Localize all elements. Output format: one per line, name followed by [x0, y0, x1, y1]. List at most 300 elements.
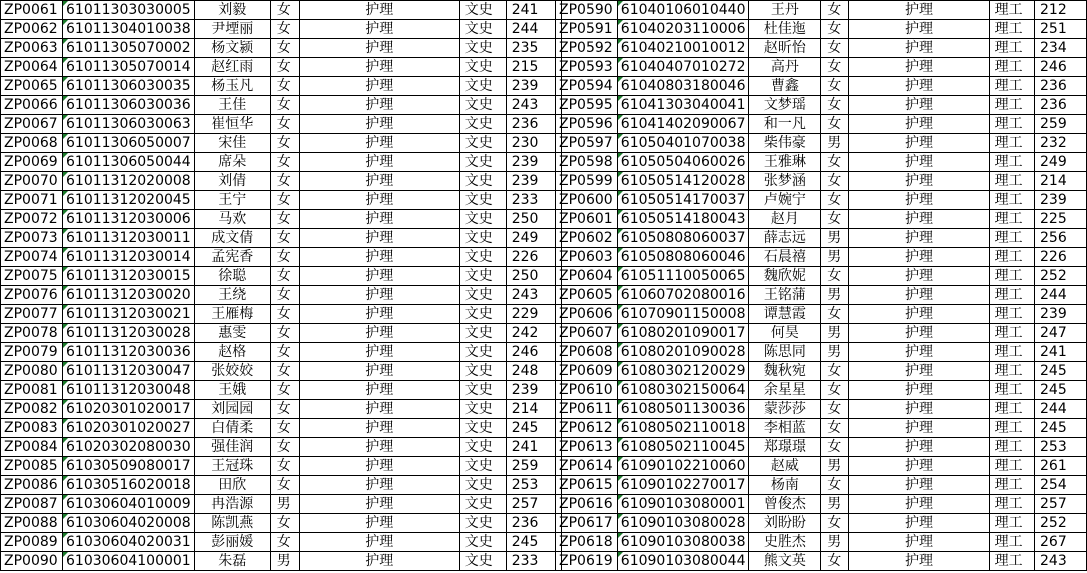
major-cell[interactable]: 护理 — [299, 210, 459, 229]
name-cell[interactable]: 赵红雨 — [194, 58, 270, 77]
score-cell[interactable]: 226 — [506, 248, 561, 267]
category-cell[interactable]: 理工 — [989, 514, 1034, 533]
exam-number-cell[interactable]: 61050808060037 — [617, 229, 749, 248]
major-cell[interactable]: 护理 — [849, 286, 989, 305]
name-cell[interactable]: 强佳润 — [194, 438, 270, 457]
category-cell[interactable]: 理工 — [989, 267, 1034, 286]
record-id-cell[interactable]: ZP0075 — [1, 267, 63, 286]
record-id-cell[interactable]: ZP0608 — [556, 343, 618, 362]
name-cell[interactable]: 惠雯 — [194, 324, 270, 343]
name-cell[interactable]: 朱磊 — [194, 552, 270, 571]
name-cell[interactable]: 王铭蒲 — [749, 286, 821, 305]
gender-cell[interactable]: 女 — [270, 58, 299, 77]
major-cell[interactable]: 护理 — [299, 419, 459, 438]
record-id-cell[interactable]: ZP0598 — [556, 153, 618, 172]
category-cell[interactable]: 文史 — [459, 1, 506, 20]
gender-cell[interactable]: 男 — [821, 134, 849, 153]
gender-cell[interactable]: 女 — [821, 58, 849, 77]
name-cell[interactable]: 谭慧霞 — [749, 305, 821, 324]
score-cell[interactable]: 246 — [506, 343, 561, 362]
major-cell[interactable]: 护理 — [299, 153, 459, 172]
gender-cell[interactable]: 女 — [270, 400, 299, 419]
category-cell[interactable]: 理工 — [989, 191, 1034, 210]
category-cell[interactable]: 理工 — [989, 96, 1034, 115]
category-cell[interactable]: 理工 — [989, 324, 1034, 343]
score-cell[interactable]: 236 — [506, 115, 561, 134]
name-cell[interactable]: 陈思同 — [749, 343, 821, 362]
category-cell[interactable]: 文史 — [459, 476, 506, 495]
category-cell[interactable]: 理工 — [989, 39, 1034, 58]
exam-number-cell[interactable]: 61011312030028 — [63, 324, 195, 343]
category-cell[interactable]: 文史 — [459, 115, 506, 134]
gender-cell[interactable]: 女 — [270, 514, 299, 533]
gender-cell[interactable]: 女 — [270, 229, 299, 248]
category-cell[interactable]: 理工 — [989, 305, 1034, 324]
exam-number-cell[interactable]: 61030516020018 — [63, 476, 195, 495]
category-cell[interactable]: 理工 — [989, 229, 1034, 248]
exam-number-cell[interactable]: 61020301020017 — [63, 400, 195, 419]
record-id-cell[interactable]: ZP0074 — [1, 248, 63, 267]
exam-number-cell[interactable]: 61050514170037 — [617, 191, 749, 210]
category-cell[interactable]: 文史 — [459, 305, 506, 324]
exam-number-cell[interactable]: 61011312030020 — [63, 286, 195, 305]
major-cell[interactable]: 护理 — [849, 362, 989, 381]
category-cell[interactable]: 文史 — [459, 267, 506, 286]
name-cell[interactable]: 尹堙丽 — [194, 20, 270, 39]
category-cell[interactable]: 文史 — [459, 96, 506, 115]
name-cell[interactable]: 王娥 — [194, 381, 270, 400]
score-cell[interactable]: 245 — [506, 533, 561, 552]
gender-cell[interactable]: 男 — [270, 552, 299, 571]
major-cell[interactable]: 护理 — [299, 438, 459, 457]
score-cell[interactable]: 244 — [1035, 286, 1087, 305]
record-id-cell[interactable]: ZP0605 — [556, 286, 618, 305]
record-id-cell[interactable]: ZP0600 — [556, 191, 618, 210]
category-cell[interactable]: 理工 — [989, 457, 1034, 476]
major-cell[interactable]: 护理 — [849, 438, 989, 457]
score-cell[interactable]: 236 — [1035, 77, 1087, 96]
score-cell[interactable]: 247 — [1035, 324, 1087, 343]
exam-number-cell[interactable]: 61011305070002 — [63, 39, 195, 58]
name-cell[interactable]: 赵威 — [749, 457, 821, 476]
major-cell[interactable]: 护理 — [299, 533, 459, 552]
name-cell[interactable]: 田欣 — [194, 476, 270, 495]
record-id-cell[interactable]: ZP0599 — [556, 172, 618, 191]
category-cell[interactable]: 理工 — [989, 476, 1034, 495]
major-cell[interactable]: 护理 — [849, 381, 989, 400]
gender-cell[interactable]: 女 — [270, 115, 299, 134]
exam-number-cell[interactable]: 61011312020045 — [63, 191, 195, 210]
exam-number-cell[interactable]: 61080302120029 — [617, 362, 749, 381]
record-id-cell[interactable]: ZP0612 — [556, 419, 618, 438]
name-cell[interactable]: 张姣姣 — [194, 362, 270, 381]
category-cell[interactable]: 文史 — [459, 514, 506, 533]
exam-number-cell[interactable]: 61040407010272 — [617, 58, 749, 77]
exam-number-cell[interactable]: 61040106010440 — [617, 1, 749, 20]
major-cell[interactable]: 护理 — [849, 514, 989, 533]
name-cell[interactable]: 郑璟璟 — [749, 438, 821, 457]
gender-cell[interactable]: 女 — [821, 210, 849, 229]
record-id-cell[interactable]: ZP0067 — [1, 115, 63, 134]
name-cell[interactable]: 赵月 — [749, 210, 821, 229]
category-cell[interactable]: 文史 — [459, 400, 506, 419]
category-cell[interactable]: 文史 — [459, 343, 506, 362]
gender-cell[interactable]: 女 — [270, 305, 299, 324]
category-cell[interactable]: 理工 — [989, 286, 1034, 305]
gender-cell[interactable]: 男 — [270, 495, 299, 514]
exam-number-cell[interactable]: 61011306030035 — [63, 77, 195, 96]
category-cell[interactable]: 理工 — [989, 58, 1034, 77]
major-cell[interactable]: 护理 — [299, 77, 459, 96]
score-cell[interactable]: 259 — [506, 457, 561, 476]
exam-number-cell[interactable]: 61090103080044 — [617, 552, 749, 571]
category-cell[interactable]: 文史 — [459, 381, 506, 400]
score-cell[interactable]: 253 — [506, 476, 561, 495]
score-cell[interactable]: 267 — [1035, 533, 1087, 552]
exam-number-cell[interactable]: 61011306050007 — [63, 134, 195, 153]
major-cell[interactable]: 护理 — [299, 514, 459, 533]
major-cell[interactable]: 护理 — [849, 248, 989, 267]
exam-number-cell[interactable]: 61041303040041 — [617, 96, 749, 115]
exam-number-cell[interactable]: 61090103080038 — [617, 533, 749, 552]
gender-cell[interactable]: 男 — [821, 286, 849, 305]
major-cell[interactable]: 护理 — [849, 419, 989, 438]
name-cell[interactable]: 徐聪 — [194, 267, 270, 286]
record-id-cell[interactable]: ZP0593 — [556, 58, 618, 77]
score-cell[interactable]: 259 — [1035, 115, 1087, 134]
record-id-cell[interactable]: ZP0610 — [556, 381, 618, 400]
record-id-cell[interactable]: ZP0063 — [1, 39, 63, 58]
name-cell[interactable]: 高丹 — [749, 58, 821, 77]
score-cell[interactable]: 250 — [506, 267, 561, 286]
exam-number-cell[interactable]: 61080502110045 — [617, 438, 749, 457]
score-cell[interactable]: 243 — [506, 286, 561, 305]
exam-number-cell[interactable]: 61040803180046 — [617, 77, 749, 96]
exam-number-cell[interactable]: 61011312030011 — [63, 229, 195, 248]
score-cell[interactable]: 239 — [506, 77, 561, 96]
score-cell[interactable]: 212 — [1035, 1, 1087, 20]
record-id-cell[interactable]: ZP0065 — [1, 77, 63, 96]
category-cell[interactable]: 文史 — [459, 77, 506, 96]
name-cell[interactable]: 余星星 — [749, 381, 821, 400]
name-cell[interactable]: 孟宪香 — [194, 248, 270, 267]
gender-cell[interactable]: 女 — [821, 362, 849, 381]
exam-number-cell[interactable]: 61011306050044 — [63, 153, 195, 172]
major-cell[interactable]: 护理 — [299, 248, 459, 267]
category-cell[interactable]: 文史 — [459, 210, 506, 229]
gender-cell[interactable]: 女 — [270, 324, 299, 343]
category-cell[interactable]: 文史 — [459, 172, 506, 191]
name-cell[interactable]: 冉浩源 — [194, 495, 270, 514]
score-cell[interactable]: 239 — [1035, 191, 1087, 210]
major-cell[interactable]: 护理 — [849, 552, 989, 571]
gender-cell[interactable]: 女 — [821, 1, 849, 20]
record-id-cell[interactable]: ZP0614 — [556, 457, 618, 476]
name-cell[interactable]: 王宁 — [194, 191, 270, 210]
record-id-cell[interactable]: ZP0090 — [1, 552, 63, 571]
gender-cell[interactable]: 女 — [270, 267, 299, 286]
record-id-cell[interactable]: ZP0617 — [556, 514, 618, 533]
score-cell[interactable]: 229 — [506, 305, 561, 324]
score-cell[interactable]: 236 — [1035, 96, 1087, 115]
gender-cell[interactable]: 女 — [270, 248, 299, 267]
record-id-cell[interactable]: ZP0602 — [556, 229, 618, 248]
score-cell[interactable]: 261 — [1035, 457, 1087, 476]
record-id-cell[interactable]: ZP0076 — [1, 286, 63, 305]
category-cell[interactable]: 理工 — [989, 400, 1034, 419]
exam-number-cell[interactable]: 61011304010038 — [63, 20, 195, 39]
record-id-cell[interactable]: ZP0066 — [1, 96, 63, 115]
major-cell[interactable]: 护理 — [849, 39, 989, 58]
gender-cell[interactable]: 女 — [270, 419, 299, 438]
gender-cell[interactable]: 女 — [821, 438, 849, 457]
name-cell[interactable]: 赵昕怡 — [749, 39, 821, 58]
category-cell[interactable]: 理工 — [989, 438, 1034, 457]
exam-number-cell[interactable]: 61030604100001 — [63, 552, 195, 571]
major-cell[interactable]: 护理 — [849, 533, 989, 552]
gender-cell[interactable]: 男 — [821, 229, 849, 248]
record-id-cell[interactable]: ZP0609 — [556, 362, 618, 381]
score-cell[interactable]: 254 — [1035, 476, 1087, 495]
name-cell[interactable]: 魏欣妮 — [749, 267, 821, 286]
name-cell[interactable]: 石晨禧 — [749, 248, 821, 267]
category-cell[interactable]: 文史 — [459, 58, 506, 77]
major-cell[interactable]: 护理 — [299, 58, 459, 77]
name-cell[interactable]: 何昊 — [749, 324, 821, 343]
score-cell[interactable]: 251 — [1035, 20, 1087, 39]
category-cell[interactable]: 理工 — [989, 533, 1034, 552]
category-cell[interactable]: 文史 — [459, 362, 506, 381]
score-cell[interactable]: 245 — [506, 419, 561, 438]
score-cell[interactable]: 252 — [1035, 267, 1087, 286]
category-cell[interactable]: 理工 — [989, 20, 1034, 39]
category-cell[interactable]: 文史 — [459, 191, 506, 210]
gender-cell[interactable]: 女 — [270, 20, 299, 39]
record-id-cell[interactable]: ZP0615 — [556, 476, 618, 495]
exam-number-cell[interactable]: 61020302080030 — [63, 438, 195, 457]
score-cell[interactable]: 257 — [1035, 495, 1087, 514]
score-cell[interactable]: 239 — [506, 153, 561, 172]
name-cell[interactable]: 成文倩 — [194, 229, 270, 248]
major-cell[interactable]: 护理 — [299, 324, 459, 343]
record-id-cell[interactable]: ZP0073 — [1, 229, 63, 248]
record-id-cell[interactable]: ZP0072 — [1, 210, 63, 229]
gender-cell[interactable]: 女 — [270, 362, 299, 381]
exam-number-cell[interactable]: 61060702080016 — [617, 286, 749, 305]
category-cell[interactable]: 理工 — [989, 248, 1034, 267]
major-cell[interactable]: 护理 — [299, 305, 459, 324]
name-cell[interactable]: 王雁梅 — [194, 305, 270, 324]
gender-cell[interactable]: 女 — [821, 305, 849, 324]
major-cell[interactable]: 护理 — [849, 172, 989, 191]
exam-number-cell[interactable]: 61011312030036 — [63, 343, 195, 362]
category-cell[interactable]: 文史 — [459, 229, 506, 248]
record-id-cell[interactable]: ZP0085 — [1, 457, 63, 476]
score-cell[interactable]: 249 — [506, 229, 561, 248]
name-cell[interactable]: 刘毅 — [194, 1, 270, 20]
exam-number-cell[interactable]: 61011312020008 — [63, 172, 195, 191]
exam-number-cell[interactable]: 61080302150064 — [617, 381, 749, 400]
record-id-cell[interactable]: ZP0078 — [1, 324, 63, 343]
major-cell[interactable]: 护理 — [299, 381, 459, 400]
major-cell[interactable]: 护理 — [849, 1, 989, 20]
gender-cell[interactable]: 女 — [821, 39, 849, 58]
score-cell[interactable]: 248 — [506, 362, 561, 381]
score-cell[interactable]: 252 — [1035, 514, 1087, 533]
record-id-cell[interactable]: ZP0607 — [556, 324, 618, 343]
exam-number-cell[interactable]: 61011306030036 — [63, 96, 195, 115]
gender-cell[interactable]: 女 — [270, 96, 299, 115]
major-cell[interactable]: 护理 — [849, 229, 989, 248]
category-cell[interactable]: 理工 — [989, 552, 1034, 571]
record-id-cell[interactable]: ZP0071 — [1, 191, 63, 210]
name-cell[interactable]: 彭丽媛 — [194, 533, 270, 552]
record-id-cell[interactable]: ZP0079 — [1, 343, 63, 362]
gender-cell[interactable]: 女 — [270, 153, 299, 172]
exam-number-cell[interactable]: 61041402090067 — [617, 115, 749, 134]
category-cell[interactable]: 文史 — [459, 457, 506, 476]
record-id-cell[interactable]: ZP0064 — [1, 58, 63, 77]
name-cell[interactable]: 刘园园 — [194, 400, 270, 419]
name-cell[interactable]: 王丹 — [749, 1, 821, 20]
exam-number-cell[interactable]: 61011312030021 — [63, 305, 195, 324]
major-cell[interactable]: 护理 — [849, 343, 989, 362]
record-id-cell[interactable]: ZP0591 — [556, 20, 618, 39]
score-cell[interactable]: 239 — [1035, 305, 1087, 324]
record-id-cell[interactable]: ZP0061 — [1, 1, 63, 20]
category-cell[interactable]: 理工 — [989, 343, 1034, 362]
record-id-cell[interactable]: ZP0069 — [1, 153, 63, 172]
major-cell[interactable]: 护理 — [299, 267, 459, 286]
exam-number-cell[interactable]: 61090102270017 — [617, 476, 749, 495]
name-cell[interactable]: 宋佳 — [194, 134, 270, 153]
name-cell[interactable]: 张梦涵 — [749, 172, 821, 191]
major-cell[interactable]: 护理 — [299, 115, 459, 134]
category-cell[interactable]: 文史 — [459, 248, 506, 267]
name-cell[interactable]: 蒙莎莎 — [749, 400, 821, 419]
gender-cell[interactable]: 女 — [270, 172, 299, 191]
name-cell[interactable]: 王雅琳 — [749, 153, 821, 172]
name-cell[interactable]: 李相蓝 — [749, 419, 821, 438]
exam-number-cell[interactable]: 61011312030006 — [63, 210, 195, 229]
exam-number-cell[interactable]: 61040203110006 — [617, 20, 749, 39]
exam-number-cell[interactable]: 61080501130036 — [617, 400, 749, 419]
score-cell[interactable]: 243 — [1035, 552, 1087, 571]
exam-number-cell[interactable]: 61050514120028 — [617, 172, 749, 191]
score-cell[interactable]: 249 — [1035, 153, 1087, 172]
major-cell[interactable]: 护理 — [849, 210, 989, 229]
exam-number-cell[interactable]: 61020301020027 — [63, 419, 195, 438]
major-cell[interactable]: 护理 — [849, 267, 989, 286]
exam-number-cell[interactable]: 61030604010009 — [63, 495, 195, 514]
record-id-cell[interactable]: ZP0601 — [556, 210, 618, 229]
name-cell[interactable]: 白倩柔 — [194, 419, 270, 438]
gender-cell[interactable]: 女 — [270, 1, 299, 20]
record-id-cell[interactable]: ZP0597 — [556, 134, 618, 153]
major-cell[interactable]: 护理 — [299, 476, 459, 495]
gender-cell[interactable]: 女 — [821, 96, 849, 115]
category-cell[interactable]: 理工 — [989, 134, 1034, 153]
record-id-cell[interactable]: ZP0082 — [1, 400, 63, 419]
score-cell[interactable]: 245 — [1035, 419, 1087, 438]
gender-cell[interactable]: 女 — [821, 476, 849, 495]
name-cell[interactable]: 杨玉凡 — [194, 77, 270, 96]
major-cell[interactable]: 护理 — [849, 96, 989, 115]
record-id-cell[interactable]: ZP0603 — [556, 248, 618, 267]
record-id-cell[interactable]: ZP0062 — [1, 20, 63, 39]
gender-cell[interactable]: 女 — [821, 381, 849, 400]
exam-number-cell[interactable]: 61050401070038 — [617, 134, 749, 153]
exam-number-cell[interactable]: 61011312030015 — [63, 267, 195, 286]
category-cell[interactable]: 文史 — [459, 39, 506, 58]
gender-cell[interactable]: 女 — [821, 267, 849, 286]
category-cell[interactable]: 理工 — [989, 381, 1034, 400]
category-cell[interactable]: 文史 — [459, 419, 506, 438]
gender-cell[interactable]: 女 — [270, 343, 299, 362]
exam-number-cell[interactable]: 61080201090017 — [617, 324, 749, 343]
category-cell[interactable]: 文史 — [459, 20, 506, 39]
name-cell[interactable]: 曹鑫 — [749, 77, 821, 96]
category-cell[interactable]: 理工 — [989, 362, 1034, 381]
score-cell[interactable]: 257 — [506, 495, 561, 514]
score-cell[interactable]: 239 — [506, 381, 561, 400]
score-cell[interactable]: 256 — [1035, 229, 1087, 248]
name-cell[interactable]: 熊文英 — [749, 552, 821, 571]
major-cell[interactable]: 护理 — [299, 343, 459, 362]
category-cell[interactable]: 理工 — [989, 153, 1034, 172]
major-cell[interactable]: 护理 — [849, 115, 989, 134]
gender-cell[interactable]: 女 — [270, 476, 299, 495]
major-cell[interactable]: 护理 — [299, 286, 459, 305]
score-cell[interactable]: 239 — [506, 172, 561, 191]
gender-cell[interactable]: 女 — [821, 20, 849, 39]
gender-cell[interactable]: 男 — [821, 533, 849, 552]
name-cell[interactable]: 赵格 — [194, 343, 270, 362]
name-cell[interactable]: 刘倩 — [194, 172, 270, 191]
record-id-cell[interactable]: ZP0088 — [1, 514, 63, 533]
gender-cell[interactable]: 男 — [821, 457, 849, 476]
name-cell[interactable]: 杨南 — [749, 476, 821, 495]
major-cell[interactable]: 护理 — [299, 362, 459, 381]
name-cell[interactable]: 曾俊杰 — [749, 495, 821, 514]
exam-number-cell[interactable]: 61090102210060 — [617, 457, 749, 476]
name-cell[interactable]: 柴伟豪 — [749, 134, 821, 153]
exam-number-cell[interactable]: 61011312030048 — [63, 381, 195, 400]
name-cell[interactable]: 魏秋宛 — [749, 362, 821, 381]
category-cell[interactable]: 文史 — [459, 134, 506, 153]
record-id-cell[interactable]: ZP0087 — [1, 495, 63, 514]
gender-cell[interactable]: 女 — [821, 77, 849, 96]
record-id-cell[interactable]: ZP0084 — [1, 438, 63, 457]
record-id-cell[interactable]: ZP0595 — [556, 96, 618, 115]
exam-number-cell[interactable]: 61011312030047 — [63, 362, 195, 381]
gender-cell[interactable]: 女 — [821, 400, 849, 419]
major-cell[interactable]: 护理 — [849, 495, 989, 514]
record-id-cell[interactable]: ZP0068 — [1, 134, 63, 153]
score-cell[interactable]: 241 — [506, 1, 561, 20]
gender-cell[interactable]: 女 — [821, 552, 849, 571]
exam-number-cell[interactable]: 61090103080028 — [617, 514, 749, 533]
major-cell[interactable]: 护理 — [849, 134, 989, 153]
score-cell[interactable]: 230 — [506, 134, 561, 153]
category-cell[interactable]: 理工 — [989, 419, 1034, 438]
gender-cell[interactable]: 女 — [270, 77, 299, 96]
record-id-cell[interactable]: ZP0081 — [1, 381, 63, 400]
name-cell[interactable]: 马欢 — [194, 210, 270, 229]
name-cell[interactable]: 史胜杰 — [749, 533, 821, 552]
score-cell[interactable]: 253 — [1035, 438, 1087, 457]
record-id-cell[interactable]: ZP0613 — [556, 438, 618, 457]
